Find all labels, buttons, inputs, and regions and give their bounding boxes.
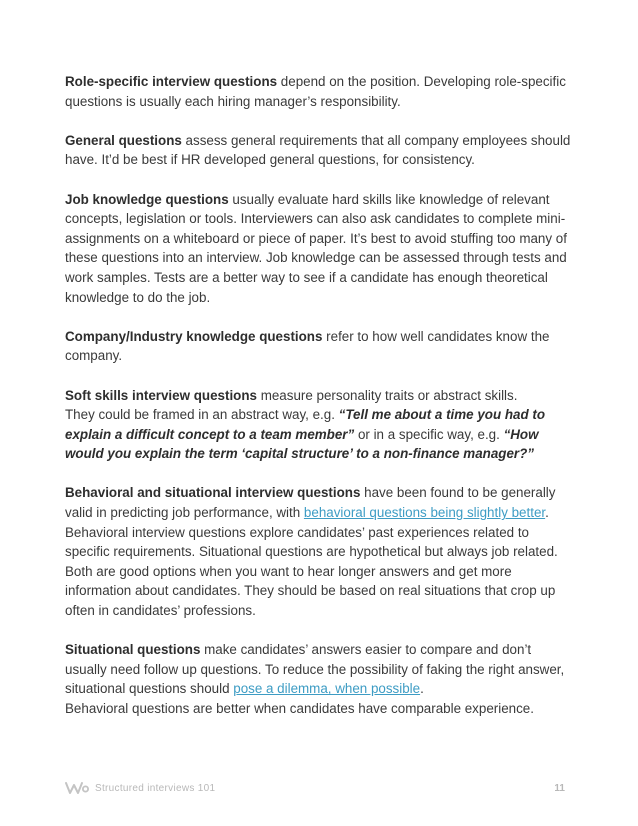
- link-behavioral-questions-better[interactable]: behavioral questions being slightly better: [303, 505, 546, 521]
- paragraph-job-knowledge: [65, 190, 575, 308]
- term-general: General questions: [65, 132, 182, 148]
- paragraph-situational: [65, 640, 575, 718]
- term-job-knowledge: Job knowledge questions: [65, 191, 229, 207]
- paragraph-text: depend on the position. Developing role-specific questions is usually each hiring manager’s responsibility.: [65, 74, 566, 109]
- paragraph-text: usually evaluate hard skills like knowledge of relevant concepts, legislation or tools. Interviewers can also ask candidates to complete mini-assignments on a whiteboard or piece of paper. It’s best to avoid stuffing too many of these questions into an interview. Job knowledge can be assessed through tests and work samples. Tests are a better way to see if a candidate has enough theoretical knowledge to do the job.: [65, 191, 567, 305]
- term-situational: Situational questions: [65, 642, 201, 658]
- page-number: 11: [554, 783, 565, 794]
- paragraph-company-industry: [65, 327, 575, 366]
- paragraph-text: make candidates’ answers easier to compare and don’t usually need follow up questions. To reduce the possibility of faking the right answer, situational questions should: [65, 642, 565, 697]
- paragraph-role-specific: [65, 72, 575, 111]
- paragraph-text: or in a specific way, e.g.: [354, 426, 504, 442]
- paragraph-text: measure personality traits or abstract skills.: [256, 387, 518, 403]
- page-footer: [65, 780, 565, 800]
- example-quote-specific: “How would you explain the term ‘capital structure’ to a non-finance manager?”: [65, 426, 539, 462]
- term-behavioral-situational: Behavioral and situational interview questions: [65, 485, 361, 501]
- paragraph-text: Behavioral questions are better when candidates have comparable experience.: [65, 701, 534, 716]
- paragraph-general: [65, 131, 575, 170]
- paragraph-text: .: [420, 681, 424, 697]
- paragraph-text: . Behavioral interview questions explore candidates’ past experiences related to specific requirements. Situational questions are hypothetical but always job related. Both are good options when you want to hear longer answers and get more information about candidates. They should be based on real situations that crop up often in candidates’ professions.: [65, 505, 558, 619]
- paragraph-text: They could be framed in an abstract way, e.g.: [65, 407, 339, 423]
- paragraph-text: assess general requirements that all company employees should have. It’d be best if HR developed general questions, for consistency.: [65, 132, 571, 168]
- workable-logo-icon: [65, 781, 89, 795]
- page-body: [65, 72, 575, 738]
- example-quote-abstract: “Tell me about a time you had to explain a difficult concept to a team member”: [65, 407, 546, 442]
- footer-document-title: Structured interviews 101: [95, 783, 216, 794]
- term-company-industry: Company/Industry knowledge questions: [65, 328, 323, 344]
- paragraph-soft-skills: [65, 386, 575, 464]
- term-soft-skills: Soft skills interview questions: [65, 387, 257, 403]
- link-pose-dilemma[interactable]: pose a dilemma, when possible: [233, 681, 421, 697]
- term-role-specific: Role-specific interview questions: [65, 74, 278, 89]
- paragraph-text: have been found to be generally valid in predicting job performance, with: [65, 485, 556, 521]
- paragraph-text: refer to how well candidates know the company.: [65, 328, 550, 364]
- paragraph-behavioral-situational: [65, 483, 575, 620]
